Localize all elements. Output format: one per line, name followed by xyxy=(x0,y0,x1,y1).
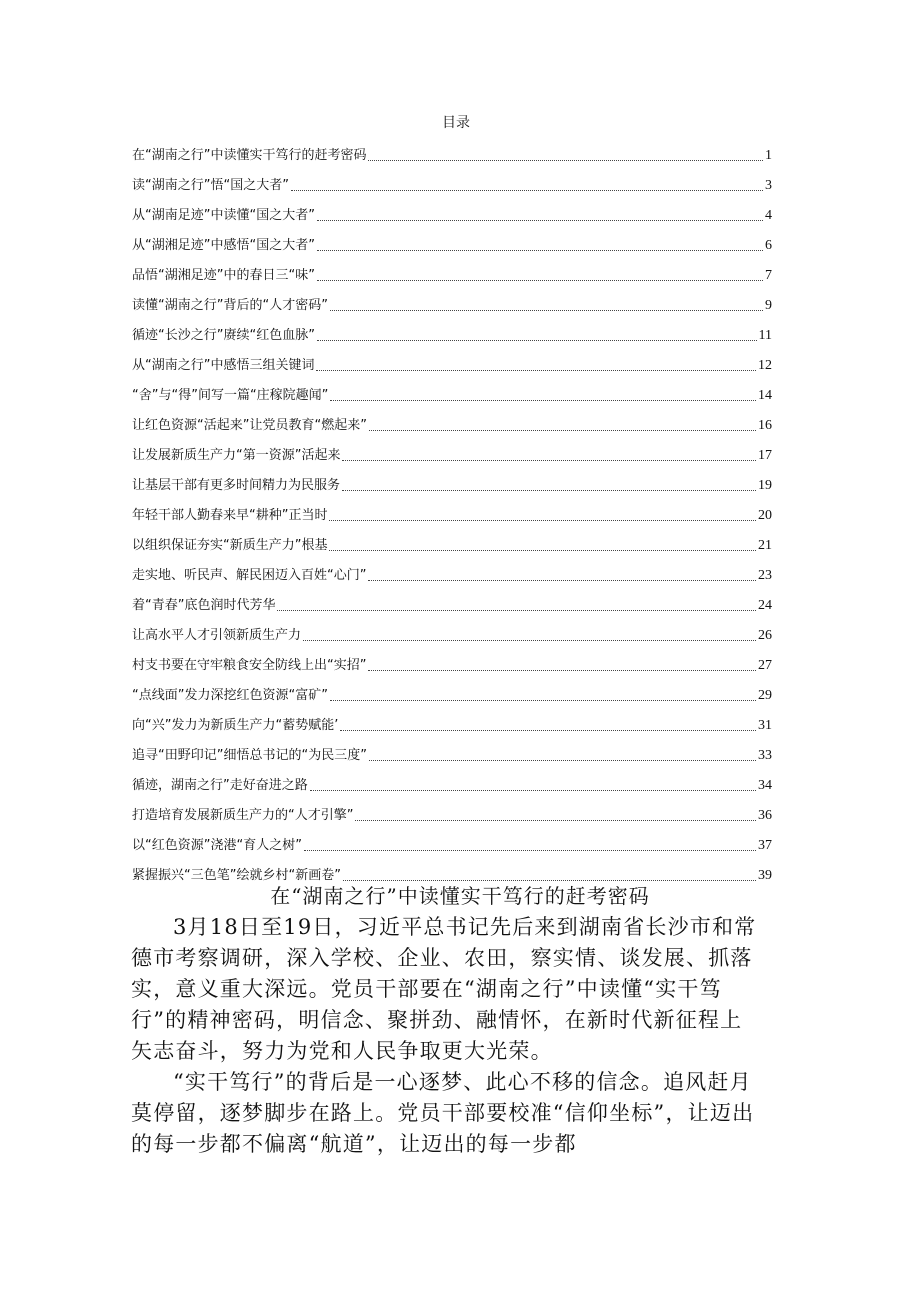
toc-dot-leader xyxy=(310,789,756,791)
toc-entry[interactable] xyxy=(132,256,772,286)
toc-entry-title: “舍”与“得”间写一篇“庄稼院趣闻” xyxy=(132,388,329,403)
toc-dot-leader xyxy=(330,699,756,701)
toc-entry-title: 让高水平人才引领新质生产力 xyxy=(132,628,302,643)
toc-entry[interactable] xyxy=(132,196,772,226)
toc-entry-title: 让红色资源“活起来”让党员教育“燃起来” xyxy=(132,418,367,433)
toc-dot-leader xyxy=(303,639,756,641)
toc-entry-page: 39 xyxy=(758,868,772,883)
toc-entry-page: 6 xyxy=(765,238,772,253)
table-of-contents xyxy=(132,136,772,886)
toc-entry-title: 追寻“田野印记”细悟总书记的“为民三度” xyxy=(132,748,367,763)
article-paragraph: “实干笃行”的背后是一心逐梦、此心不移的信念。追风赶月莫停留，逐梦脚步在路上。党员干部要校准“信仰坐标”，让迈出的每一步都不偏离“航道”，让迈出的每一步都 xyxy=(131,1070,755,1156)
toc-entry-page: 26 xyxy=(758,628,772,643)
toc-entry-page: 24 xyxy=(758,598,772,613)
toc-dot-leader xyxy=(304,849,756,851)
toc-entry-title: 以组织保证夯实“新质生产力”根基 xyxy=(132,538,328,553)
toc-entry-title: 品悟“湖湘足迹”中的春日三“味” xyxy=(132,268,315,283)
toc-dot-leader xyxy=(340,729,756,731)
toc-entry[interactable] xyxy=(132,796,772,826)
toc-entry[interactable] xyxy=(132,346,772,376)
toc-entry[interactable] xyxy=(132,766,772,796)
toc-entry-page: 17 xyxy=(758,448,772,463)
toc-dot-leader xyxy=(368,579,756,581)
toc-dot-leader xyxy=(317,219,763,221)
toc-entry[interactable] xyxy=(132,706,772,736)
toc-dot-leader xyxy=(317,339,757,341)
toc-dot-leader xyxy=(329,519,756,521)
toc-entry[interactable] xyxy=(132,526,772,556)
article-title: 在“湖南之行”中读懂实干笃行的赶考密码 xyxy=(270,884,650,908)
toc-entry-title: 走实地、听民声、解民困迈入百姓“心门” xyxy=(132,568,367,583)
article-body xyxy=(131,912,761,1160)
toc-entry[interactable] xyxy=(132,376,772,406)
toc-entry[interactable] xyxy=(132,496,772,526)
toc-dot-leader xyxy=(368,159,763,161)
toc-entry[interactable] xyxy=(132,826,772,856)
toc-entry-title: 紧握振兴“三色笔”绘就乡村“新画卷” xyxy=(132,868,341,883)
toc-dot-leader xyxy=(342,459,756,461)
toc-entry[interactable] xyxy=(132,676,772,706)
toc-entry[interactable] xyxy=(132,286,772,316)
toc-entry-page: 20 xyxy=(758,508,772,523)
toc-entry[interactable] xyxy=(132,406,772,436)
toc-entry-title: 从“湖南足迹”中读懂“国之大者” xyxy=(132,208,315,223)
toc-dot-leader xyxy=(330,309,763,311)
toc-entry-title: 村支书要在守牢粮食安全防线上出“实招” xyxy=(132,658,367,673)
toc-entry-title: “点线面”发力深挖红色资源“富矿” xyxy=(132,688,328,703)
toc-entry-page: 3 xyxy=(765,178,772,193)
toc-entry-title: 循迹“长沙之行”赓续“红色血脉” xyxy=(132,328,315,343)
toc-entry-title: 在“湖南之行”中读懂实干笃行的赶考密码 xyxy=(132,148,367,163)
toc-entry-title: 让发展新质生产力“第一资源”活起来 xyxy=(132,448,341,463)
toc-entry-page: 34 xyxy=(758,778,772,793)
toc-entry-page: 7 xyxy=(765,268,772,283)
toc-dot-leader xyxy=(317,249,763,251)
toc-entry-title: 循迹，湖南之行”走好奋进之路 xyxy=(132,778,308,793)
toc-entry-page: 1 xyxy=(765,148,772,163)
toc-entry-page: 36 xyxy=(758,808,772,823)
toc-dot-leader xyxy=(317,279,763,281)
toc-entry-title: 读懂“湖南之行”背后的“人才密码” xyxy=(132,298,328,313)
toc-entry-page: 11 xyxy=(758,328,772,343)
toc-dot-leader xyxy=(329,549,756,551)
toc-entry[interactable] xyxy=(132,616,772,646)
toc-entry-page: 9 xyxy=(765,298,772,313)
toc-dot-leader xyxy=(355,819,756,821)
toc-entry-title: 从“湖南之行”中感悟三组关键词 xyxy=(132,358,315,373)
toc-entry-page: 27 xyxy=(758,658,772,673)
toc-entry-page: 23 xyxy=(758,568,772,583)
toc-dot-leader xyxy=(368,669,756,671)
toc-title: 目录 xyxy=(442,115,470,131)
toc-entry-title: 年轻干部人勤春来早“耕种”正当时 xyxy=(132,508,328,523)
toc-entry-page: 4 xyxy=(765,208,772,223)
toc-entry-page: 14 xyxy=(758,388,772,403)
toc-entry-title: 从“湖湘足迹”中感悟“国之大者” xyxy=(132,238,315,253)
toc-entry[interactable] xyxy=(132,556,772,586)
toc-dot-leader xyxy=(369,759,756,761)
toc-entry-page: 33 xyxy=(758,748,772,763)
toc-dot-leader xyxy=(342,489,756,491)
toc-entry-page: 12 xyxy=(758,358,772,373)
toc-entry-title: 打造培育发展新质生产力的“人才引擎” xyxy=(132,808,354,823)
toc-entry[interactable] xyxy=(132,586,772,616)
toc-entry-title: 着“青春”底色润时代芳华 xyxy=(132,598,276,613)
toc-entry-title: 以“红色资源”浇港“育人之树” xyxy=(132,838,302,853)
toc-entry[interactable] xyxy=(132,316,772,346)
toc-dot-leader xyxy=(277,609,756,611)
toc-entry-page: 31 xyxy=(758,718,772,733)
toc-entry-page: 19 xyxy=(758,478,772,493)
toc-entry-page: 16 xyxy=(758,418,772,433)
toc-entry-page: 29 xyxy=(758,688,772,703)
toc-entry[interactable] xyxy=(132,166,772,196)
toc-entry[interactable] xyxy=(132,436,772,466)
toc-entry[interactable] xyxy=(132,136,772,166)
article-paragraph: 3月18日至19日，习近平总书记先后来到湖南省长沙市和常德市考察调研，深入学校、企业、农田，察实情、谈发展、抓落实，意义重大深远。党员干部要在“湖南之行”中读懂“实干笃行”的精神密码，明信念、聚拼劲、融情怀，在新时代新征程上矢志奋斗，努力为党和人民争取更大光荣。 xyxy=(131,915,757,1063)
toc-entry[interactable] xyxy=(132,646,772,676)
toc-entry[interactable] xyxy=(132,226,772,256)
toc-entry[interactable] xyxy=(132,736,772,766)
toc-entry-title: 读“湖南之行”悟“国之大者” xyxy=(132,178,289,193)
toc-entry-title: 向“兴”发力为新质生产力“蓄势赋能’ xyxy=(132,718,339,733)
toc-entry[interactable] xyxy=(132,466,772,496)
toc-entry-title: 让基层干部有更多时间精力为民服务 xyxy=(132,478,341,493)
toc-dot-leader xyxy=(316,369,756,371)
toc-dot-leader xyxy=(330,399,756,401)
toc-dot-leader xyxy=(291,189,763,191)
toc-entry-page: 37 xyxy=(758,838,772,853)
toc-entry-page: 21 xyxy=(758,538,772,553)
toc-dot-leader xyxy=(369,429,756,431)
